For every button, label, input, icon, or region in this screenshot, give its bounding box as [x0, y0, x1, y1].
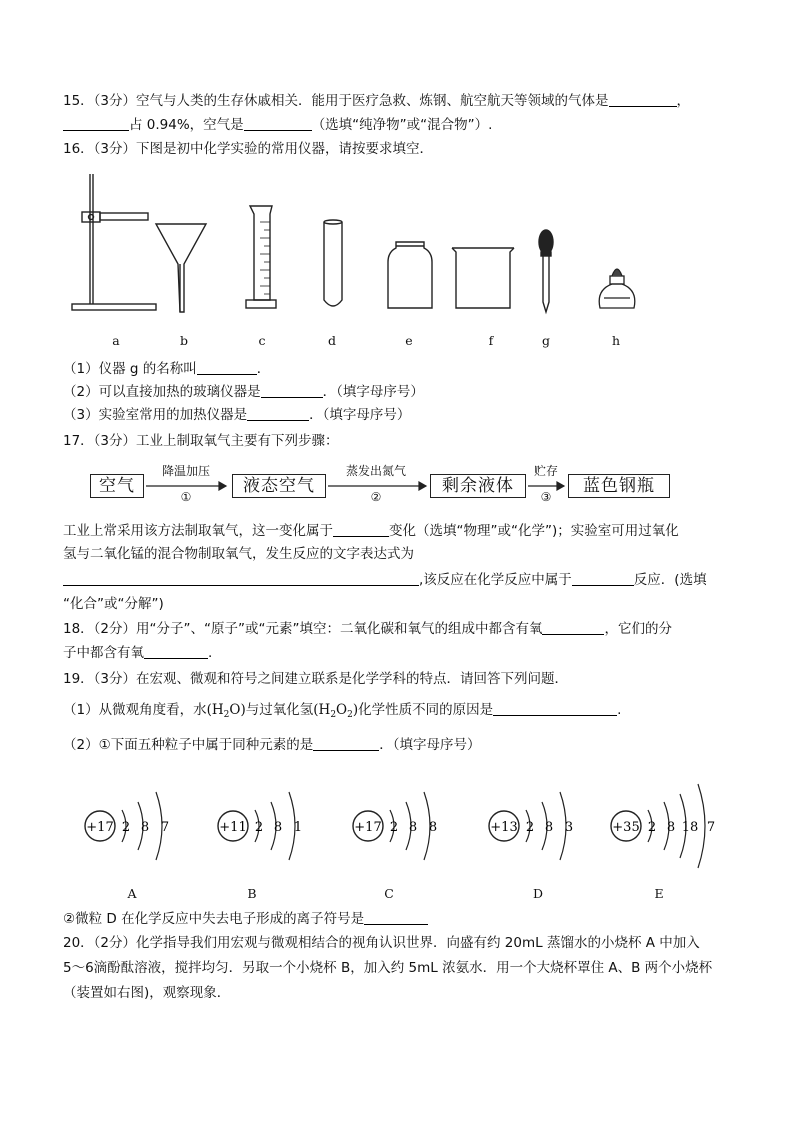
svg-text:3: 3	[564, 820, 574, 835]
particle-label-d: D	[532, 886, 544, 901]
apparatus-label-c: c	[258, 333, 266, 348]
q16-title: 16．（3分）下图是初中化学实验的常用仪器，请按要求填空．	[63, 141, 434, 157]
q20-line3: （装置如右图)，观察现象．	[63, 985, 231, 1001]
atom-e	[611, 784, 715, 868]
flow-box-blue-cylinder: 蓝色钢瓶	[568, 474, 670, 498]
svg-text:7: 7	[706, 820, 716, 835]
flow-arrow2-bottom: ②	[370, 490, 382, 504]
svg-text:2: 2	[525, 820, 535, 835]
flow-arrow1-top: 降温加压	[161, 464, 210, 478]
flow-arrow3-bottom: ③	[540, 490, 552, 504]
q19-sub1-end: .	[617, 702, 622, 718]
q17-text4: “化合”或“分解”)	[63, 596, 164, 612]
flow-arrows	[0, 0, 794, 520]
svg-text:8: 8	[666, 820, 676, 835]
flow-box-air: 空气	[90, 474, 144, 498]
apparatus-label-e: e	[405, 333, 413, 348]
svg-text:8: 8	[428, 820, 438, 835]
q19-title: 19．（3分）在宏观、微观和符号之间建立联系是化学学科的特点．请回答下列问题．	[63, 671, 569, 687]
apparatus-label-a: a	[112, 333, 120, 348]
atom-structure-figure	[70, 772, 730, 882]
apparatus-label-f: f	[488, 333, 494, 348]
q16-sub2-text: （2）可以直接加热的玻璃仪器是	[63, 384, 261, 400]
svg-text:2: 2	[647, 820, 657, 835]
q19-blank-1[interactable]	[493, 701, 617, 716]
svg-text:2: 2	[121, 820, 131, 835]
q18-line2	[63, 644, 212, 662]
q19-sub2-b: ．（填字母序号）	[379, 737, 481, 753]
flow-arrow2-top: 蒸发出氮气	[345, 464, 406, 478]
water-formula: $(H_2O)$	[206, 702, 246, 720]
q19-sub3	[63, 910, 428, 928]
particle-label-a: A	[127, 886, 137, 901]
q16-sub1-end: ．	[256, 361, 271, 377]
q18-blank-2[interactable]	[144, 644, 208, 659]
q17-blank-2[interactable]	[63, 571, 419, 586]
flow-arrow1-bottom: ①	[180, 490, 192, 504]
q17-text3-a: ,该反应在化学反应中属于	[419, 572, 572, 588]
svg-text:8: 8	[408, 820, 418, 835]
svg-text:2: 2	[389, 820, 399, 835]
q15-comma: ，	[676, 93, 691, 109]
q19-blank-3[interactable]	[364, 910, 428, 925]
q16-sub3-text: （3）实验室常用的加热仪器是	[63, 407, 248, 423]
svg-text:8: 8	[273, 820, 283, 835]
q17-blank-3[interactable]	[572, 571, 634, 586]
q19-sub2	[63, 736, 480, 754]
q20-line1: 20．（2分）化学指导我们用宏观与微观相结合的视角认识世界．向盛有约 20mL 蒸馏水的小烧杯 A 中加入	[63, 935, 700, 951]
q15-text: 15．（3分）空气与人类的生存休戚相关．能用于医疗急救、炼钢、航空航天等领域的气体是	[63, 93, 609, 109]
q18-line1-b: ，它们的分	[604, 621, 672, 637]
svg-text:7: 7	[160, 820, 170, 835]
q17-text3	[63, 571, 707, 589]
atom-b	[218, 792, 302, 860]
particle-label-b: B	[247, 886, 257, 901]
atom-a	[85, 792, 169, 860]
q15-hint: （选填“纯净物”或“混合物”）.	[311, 117, 493, 133]
q18-blank-1[interactable]	[542, 620, 604, 635]
atom-d	[489, 792, 573, 860]
svg-text:+17: +17	[86, 820, 114, 835]
apparatus-label-d: d	[327, 333, 336, 348]
svg-text:+11: +11	[219, 820, 247, 835]
apparatus-label-b: b	[179, 333, 188, 348]
q15-text-2: 占 0.94%，空气是	[129, 117, 244, 133]
q17-text3-b: 反应．(选填	[633, 572, 707, 588]
svg-text:8: 8	[140, 820, 150, 835]
svg-text:8: 8	[544, 820, 554, 835]
q16-sub1-text: （1）仪器 g 的名称叫	[63, 361, 197, 377]
q17-blank-1[interactable]	[333, 522, 389, 537]
apparatus-label-h: h	[611, 333, 621, 348]
q17-title: 17．（3分）工业上制取氧气主要有下列步骤：	[63, 433, 339, 449]
q18-line1-a: 18．（2分）用“分子”、“原子”或“元素”填空：二氧化碳和氧气的组成中都含有氧	[63, 621, 543, 637]
q19-sub2-a: （2）①下面五种粒子中属于同种元素的是	[63, 737, 314, 753]
q18-line2-a: 子中都含有氧	[63, 645, 144, 661]
svg-text:+17: +17	[354, 820, 382, 835]
q19-sub1	[63, 701, 621, 724]
q19-sub1-c: 化学性质不同的原因是	[358, 702, 494, 718]
flow-box-liquid-air: 液态空气	[232, 474, 326, 498]
hydrogen-peroxide-formula: $(H_2O_2)$	[313, 702, 359, 720]
q17-text1-a: 工业上常采用该方法制取氧气，这一变化属于	[63, 523, 333, 539]
apparatus-label-g: g	[541, 333, 550, 348]
q16-sub3-end: ．（填字母序号）	[309, 407, 411, 423]
q19-blank-2[interactable]	[313, 736, 379, 751]
svg-text:18: 18	[681, 820, 699, 835]
q18-line2-b: .	[208, 645, 213, 661]
q17-text2: 氢与二氧化锰的混合物制取氧气，发生反应的文字表达式为	[63, 546, 414, 562]
q17-text1	[63, 522, 679, 540]
flow-arrow3-top: 贮存	[533, 464, 558, 478]
flow-box-residual-liquid: 剩余液体	[430, 474, 526, 498]
q16-sub2-end: ．（填字母序号）	[322, 384, 424, 400]
q17-text1-b: 变化（选填“物理”或“化学”)；实验室可用过氧化	[389, 523, 679, 539]
svg-text:1: 1	[293, 820, 303, 835]
q18-line1	[63, 620, 672, 638]
svg-text:+13: +13	[490, 820, 518, 835]
svg-text:+35: +35	[612, 820, 640, 835]
q20-line2: 5～6滴酚酞溶液，搅拌均匀．另取一个小烧杯 B，加入约 5mL 浓氨水．用一个大烧杯罩住 A、B 两个小烧杯	[63, 960, 713, 976]
atom-c	[353, 792, 437, 860]
svg-text:2: 2	[254, 820, 264, 835]
q19-sub3-text: ②微粒 D 在化学反应中失去电子形成的离子符号是	[63, 911, 365, 927]
q19-sub1-a: （1）从微观角度看，水	[63, 702, 207, 718]
particle-label-e: E	[654, 886, 664, 901]
q19-sub1-b: 与过氧化氢	[245, 702, 314, 718]
particle-label-c: C	[384, 886, 394, 901]
